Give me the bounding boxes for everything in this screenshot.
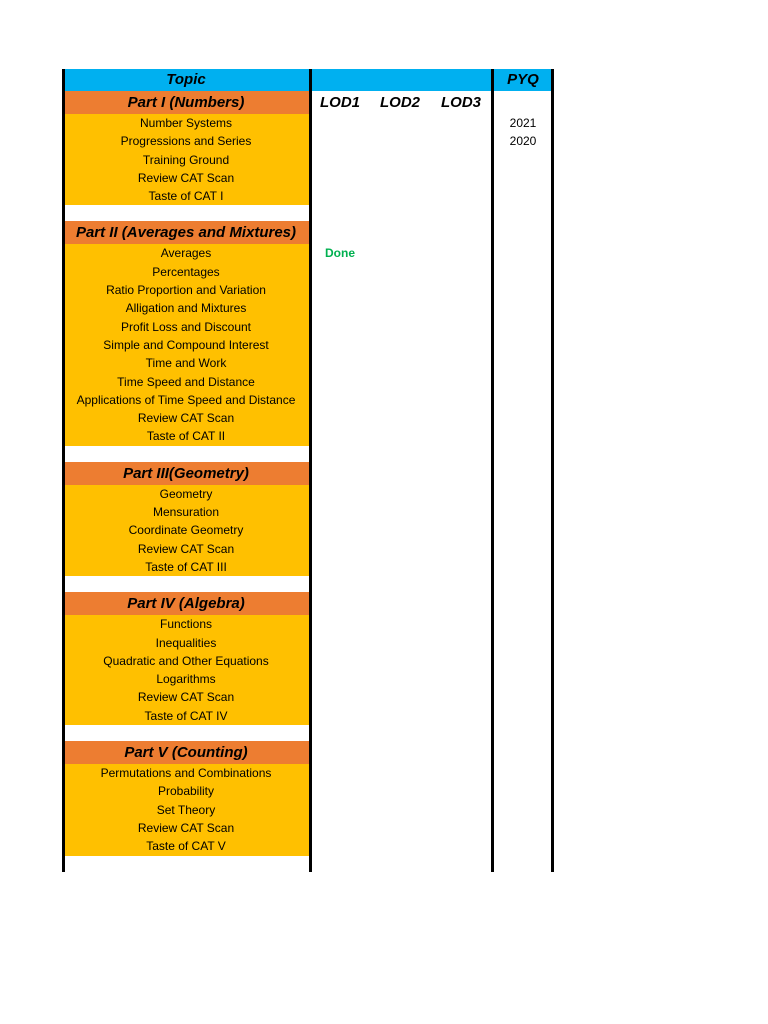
topic-cell[interactable]: [62, 336, 310, 354]
lod-cell[interactable]: [310, 221, 492, 244]
topic-label: Progressions and Series: [120, 134, 252, 149]
topic-cell[interactable]: [62, 634, 310, 652]
pyq-cell[interactable]: [492, 801, 554, 819]
topic-label: Logarithms: [156, 672, 216, 687]
topic-label: Permutations and Combinations: [100, 766, 272, 781]
lod-header-3: LOD3: [441, 94, 482, 111]
part-title: Part III(Geometry): [123, 464, 249, 482]
pyq-year: 2020: [509, 134, 537, 149]
pyq-cell[interactable]: [492, 634, 554, 652]
lod-cell[interactable]: [310, 801, 492, 819]
topic-label: Coordinate Geometry: [128, 523, 244, 538]
pyq-cell[interactable]: [492, 114, 554, 132]
pyq-cell[interactable]: [492, 151, 554, 169]
lod-cell[interactable]: [310, 558, 492, 576]
lod-cell[interactable]: [310, 409, 492, 427]
topic-label: Set Theory: [156, 802, 216, 817]
pyq-cell[interactable]: [492, 670, 554, 688]
pyq-year: 2021: [509, 116, 537, 130]
lod-cell[interactable]: [310, 837, 492, 855]
lod-cell[interactable]: [310, 707, 492, 725]
pyq-cell[interactable]: [492, 427, 554, 445]
topic-cell[interactable]: [62, 373, 310, 391]
spacer-cell: [62, 725, 310, 741]
pyq-cell[interactable]: [492, 521, 554, 539]
topic-cell[interactable]: [62, 169, 310, 187]
spacer-cell: [62, 576, 310, 592]
topic-label: Review CAT Scan: [137, 690, 235, 705]
lod-cell[interactable]: [310, 318, 492, 336]
pyq-cell[interactable]: [492, 707, 554, 725]
pyq-cell[interactable]: [492, 615, 554, 633]
pyq-cell[interactable]: [492, 91, 554, 114]
pyq-cell[interactable]: [492, 819, 554, 837]
topic-label: Applications of Time Speed and Distance: [76, 392, 296, 407]
pyq-cell[interactable]: [492, 782, 554, 800]
lod-cell[interactable]: [310, 354, 492, 372]
pyq-cell[interactable]: [492, 373, 554, 391]
spacer-cell: [62, 446, 310, 462]
lod-cell[interactable]: [310, 427, 492, 445]
topic-label: Averages: [160, 246, 212, 261]
pyq-cell[interactable]: [492, 132, 554, 150]
lod-cell[interactable]: [310, 670, 492, 688]
topic-cell[interactable]: [62, 244, 310, 262]
lod-cell[interactable]: [310, 819, 492, 837]
pyq-cell[interactable]: [492, 652, 554, 670]
topic-label: Inequalities: [155, 635, 217, 650]
topic-label: Profit Loss and Discount: [120, 319, 252, 334]
lod-header-1: LOD1: [320, 94, 361, 111]
pyq-cell[interactable]: [492, 558, 554, 576]
pyq-cell[interactable]: [492, 299, 554, 317]
lod-divider: [491, 69, 494, 872]
pyq-cell[interactable]: [492, 244, 554, 262]
lod-cell[interactable]: [310, 263, 492, 281]
pyq-cell[interactable]: [492, 409, 554, 427]
topic-label: Review CAT Scan: [137, 820, 235, 835]
lod-cell[interactable]: [310, 615, 492, 633]
topic-label: Simple and Compound Interest: [103, 337, 269, 352]
topic-label: Taste of CAT I: [148, 189, 224, 204]
topic-cell[interactable]: [62, 670, 310, 688]
topic-cell[interactable]: [62, 707, 310, 725]
topic-label: Review CAT Scan: [137, 170, 235, 185]
pyq-cell[interactable]: [492, 221, 554, 244]
topic-cell[interactable]: [62, 391, 310, 409]
part-title: Part I (Numbers): [127, 94, 245, 111]
left-border: [62, 69, 65, 872]
topic-cell[interactable]: [62, 540, 310, 558]
topic-label: Percentages: [152, 264, 220, 279]
lod-cell[interactable]: [310, 485, 492, 503]
lod-cell[interactable]: [310, 281, 492, 299]
topic-cell[interactable]: [62, 503, 310, 521]
topic-cell[interactable]: [62, 318, 310, 336]
lod-cell[interactable]: [310, 741, 492, 764]
topic-cell[interactable]: [62, 485, 310, 503]
topic-label: Quadratic and Other Equations: [103, 653, 269, 668]
topic-cell[interactable]: [62, 263, 310, 281]
part-title-cell[interactable]: [62, 91, 310, 114]
lod-cell[interactable]: [310, 634, 492, 652]
pyq-cell[interactable]: [492, 318, 554, 336]
topic-label: Taste of CAT III: [145, 559, 227, 574]
topic-label: Geometry: [159, 486, 213, 501]
lod-cell[interactable]: [310, 503, 492, 521]
right-border: [551, 69, 554, 872]
topic-label: Probability: [157, 784, 215, 799]
topic-label: Taste of CAT V: [146, 839, 226, 854]
lod-cell[interactable]: [310, 391, 492, 409]
topic-cell[interactable]: [62, 837, 310, 855]
lod-cell[interactable]: [310, 114, 492, 132]
topic-cell[interactable]: [62, 764, 310, 782]
lod-header-2: LOD2: [380, 94, 421, 111]
topic-cell[interactable]: [62, 652, 310, 670]
lod-cell[interactable]: [310, 336, 492, 354]
topic-cell[interactable]: [62, 615, 310, 633]
lod-cell[interactable]: [310, 151, 492, 169]
part-title: Part V (Counting): [124, 744, 248, 762]
pyq-cell[interactable]: [492, 169, 554, 187]
topic-cell[interactable]: [62, 132, 310, 150]
topic-label: Taste of CAT IV: [144, 708, 228, 723]
lod-cell[interactable]: [310, 169, 492, 187]
pyq-cell[interactable]: [492, 336, 554, 354]
part-title-cell[interactable]: [62, 741, 310, 764]
topic-cell[interactable]: [62, 354, 310, 372]
lod-cell[interactable]: [310, 782, 492, 800]
lod-cell[interactable]: [310, 299, 492, 317]
topic-label: Review CAT Scan: [137, 411, 235, 426]
topic-label: Time and Work: [145, 356, 227, 371]
topic-cell[interactable]: [62, 299, 310, 317]
part-title-cell[interactable]: [62, 592, 310, 615]
lod-cell[interactable]: [310, 187, 492, 205]
topic-cell[interactable]: [62, 558, 310, 576]
pyq-cell[interactable]: [492, 391, 554, 409]
topic-label: Mensuration: [152, 505, 220, 520]
topic-cell[interactable]: [62, 427, 310, 445]
pyq-header: PYQ: [507, 71, 539, 88]
pyq-cell[interactable]: [492, 503, 554, 521]
lod-cell[interactable]: [310, 132, 492, 150]
topic-label: Alligation and Mixtures: [125, 301, 247, 316]
pyq-cell[interactable]: [492, 741, 554, 764]
pyq-cell[interactable]: [492, 187, 554, 205]
pyq-cell[interactable]: [492, 281, 554, 299]
topic-cell[interactable]: [62, 819, 310, 837]
lod-header-cell[interactable]: [310, 69, 492, 91]
topic-cell[interactable]: [62, 782, 310, 800]
pyq-cell[interactable]: [492, 540, 554, 558]
lod-cell[interactable]: [310, 688, 492, 706]
part-title: Part IV (Algebra): [127, 595, 245, 613]
topic-cell[interactable]: [62, 187, 310, 205]
lod-cell[interactable]: [310, 540, 492, 558]
topic-header: Topic: [166, 71, 206, 88]
lod-cell[interactable]: [310, 521, 492, 539]
pyq-cell[interactable]: [492, 764, 554, 782]
topic-label: Training Ground: [142, 152, 230, 167]
topic-cell[interactable]: [62, 114, 310, 132]
lod1-status: Done: [325, 246, 355, 261]
pyq-cell[interactable]: [492, 592, 554, 615]
lod-cell[interactable]: [310, 244, 492, 262]
topic-cell[interactable]: [62, 151, 310, 169]
topic-divider: [309, 69, 312, 872]
topic-cell[interactable]: [62, 281, 310, 299]
pyq-cell[interactable]: [492, 485, 554, 503]
part-title-cell[interactable]: [62, 462, 310, 485]
lod-cell[interactable]: [310, 592, 492, 615]
topic-cell[interactable]: [62, 409, 310, 427]
pyq-cell[interactable]: [492, 837, 554, 855]
topic-label: Ratio Proportion and Variation: [106, 283, 266, 298]
pyq-cell[interactable]: [492, 462, 554, 485]
lod-cell[interactable]: [310, 91, 492, 114]
topic-cell[interactable]: [62, 801, 310, 819]
lod-cell[interactable]: [310, 652, 492, 670]
topic-label: Review CAT Scan: [137, 541, 235, 556]
spacer-cell: [62, 205, 310, 221]
topic-label: Number Systems: [139, 116, 233, 130]
lod-cell[interactable]: [310, 373, 492, 391]
part-title-cell[interactable]: [62, 221, 310, 244]
topic-label: Functions: [159, 617, 213, 632]
topic-header-cell[interactable]: [62, 69, 310, 91]
pyq-cell[interactable]: [492, 354, 554, 372]
pyq-cell[interactable]: [492, 688, 554, 706]
topic-cell[interactable]: [62, 521, 310, 539]
lod-cell[interactable]: [310, 462, 492, 485]
part-title: Part II (Averages and Mixtures): [75, 224, 297, 242]
pyq-header-cell[interactable]: [492, 69, 554, 91]
topic-cell[interactable]: [62, 688, 310, 706]
topic-label: Taste of CAT II: [146, 429, 226, 444]
pyq-cell[interactable]: [492, 263, 554, 281]
lod-cell[interactable]: [310, 764, 492, 782]
topic-label: Time Speed and Distance: [117, 374, 255, 389]
